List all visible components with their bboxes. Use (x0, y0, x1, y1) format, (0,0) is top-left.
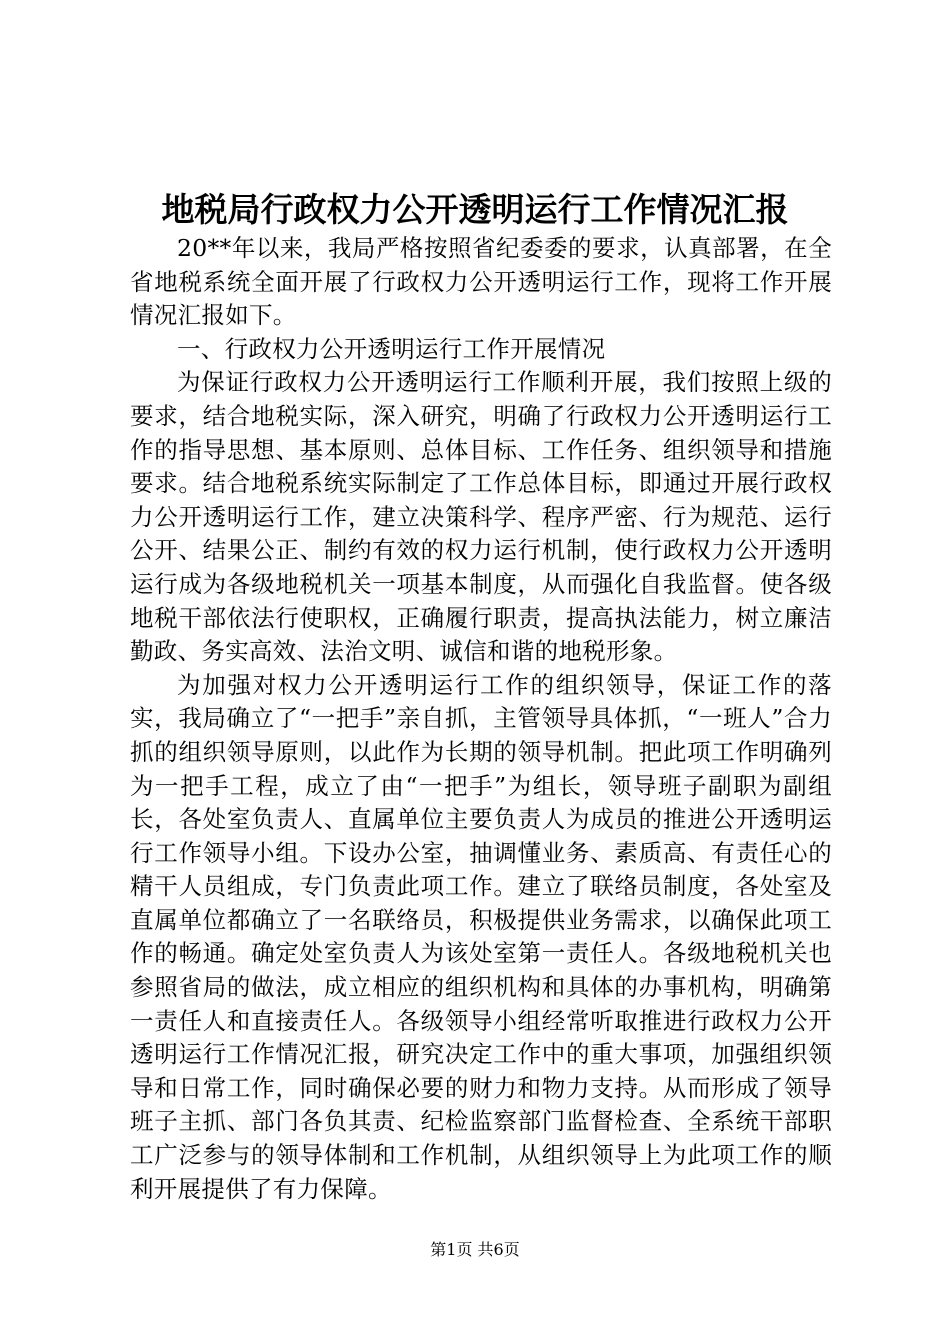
page-number: 第1页 共6页 (430, 1240, 520, 1259)
body-paragraph: 为加强对权力公开透明运行工作的组织领导，保证工作的落实，我局确立了“一把手”亲自抓，主管领导具体抓，“一班人”合力抓的组织领导原则，以此作为长期的领导机制。把此项工作明确列为一把手工程，成立了由“一把手”为组长，领导班子副职为副组长，各处室负责人、直属单位主要负责人为成员的推进公开透明运行工作领导小组。下设办公室，抽调懂业务、素质高、有责任心的精干人员组成，专门负责此项工作。建立了联络员制度，各处室及直属单位都确立了一名联络员，积极提供业务需求，以确保此项工作的畅通。确定处室负责人为该处室第一责任人。各级地税机关也参照省局的做法，成立相应的组织机构和具体的办事机构，明确第一责任人和直接责任人。各级领导小组经常听取推进行政权力公开透明运行工作情况汇报，研究决定工作中的重大事项，加强组织领导和日常工作，同时确保必要的财力和物力支持。从而形成了领导班子主抓、部门各负其责、纪检监察部门监督检查、全系统干部职工广泛参与的领导体制和工作机制，从组织领导上为此项工作的顺利开展提供了有力保障。 (130, 670, 832, 1203)
intro-paragraph: 20**年以来，我局严格按照省纪委委的要求，认真部署，在全省地税系统全面开展了行政权力公开透明运行工作，现将工作开展情况汇报如下。 (130, 234, 832, 330)
body-paragraph: 为保证行政权力公开透明运行工作顺利开展，我们按照上级的要求，结合地税实际，深入研究，明确了行政权力公开透明运行工作的指导思想、基本原则、总体目标、工作任务、组织领导和措施要求。结合地税系统实际制定了工作总体目标，即通过开展行政权力公开透明运行工作，建立决策科学、程序严密、行为规范、运行公开、结果公正、制约有效的权力运行机制，使行政权力公开透明运行成为各级地税机关一项基本制度，从而强化自我监督。使各级地税干部依法行使职权，正确履行职责，提高执法能力，树立廉洁勤政、务实高效、法治文明、诚信和谐的地税形象。 (130, 368, 832, 666)
section-heading: 一、行政权力公开透明运行工作开展情况 (177, 334, 606, 363)
document-title: 地税局行政权力公开透明运行工作情况汇报 (161, 190, 789, 229)
document-body (130, 232, 832, 1206)
